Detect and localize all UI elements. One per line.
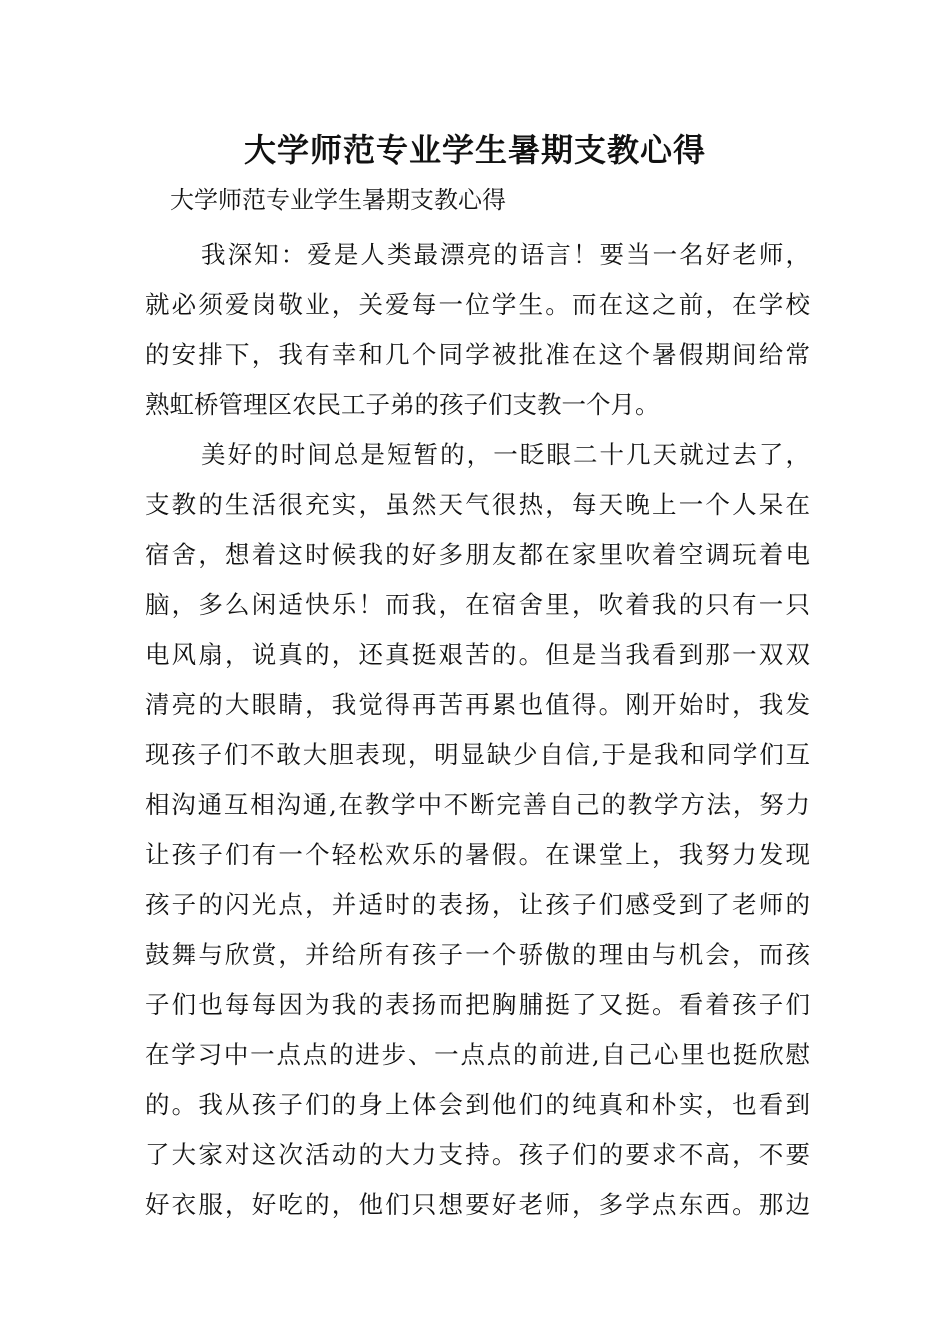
body-line: 鼓舞与欣赏，并给所有孩子一个骄傲的理由与机会，而孩 [145, 940, 810, 969]
body-line: 的。我从孩子们的身上体会到他们的纯真和朴实，也看到 [145, 1090, 810, 1119]
body-line: 让孩子们有一个轻松欢乐的暑假。在课堂上，我努力发现 [145, 840, 810, 869]
body-line: 就必须爱岗敬业，关爱每一位学生。而在这之前，在学校 [145, 290, 810, 319]
body-line: 相沟通互相沟通,在教学中不断完善自己的教学方法，努力 [145, 790, 810, 819]
body-line: 的安排下，我有幸和几个同学被批准在这个暑假期间给常 [145, 340, 810, 369]
document-title: 大学师范专业学生暑期支教心得 [243, 131, 706, 169]
body-line: 我深知：爱是人类最漂亮的语言！要当一名好老师， [201, 240, 810, 269]
body-line: 好衣服，好吃的，他们只想要好老师，多学点东西。那边 [145, 1190, 810, 1219]
document-body [145, 230, 810, 1230]
body-line: 美好的时间总是短暂的，一眨眼二十几天就过去了， [201, 440, 810, 469]
body-line: 熟虹桥管理区农民工子弟的孩子们支教一个月。 [145, 390, 660, 419]
body-line: 宿舍，想着这时候我的好多朋友都在家里吹着空调玩着电 [145, 540, 810, 569]
body-line: 子们也每每因为我的表扬而把胸脯挺了又挺。看着孩子们 [145, 990, 810, 1019]
body-line: 支教的生活很充实，虽然天气很热，每天晚上一个人呆在 [145, 490, 810, 519]
body-line: 脑，多么闲适快乐！而我，在宿舍里，吹着我的只有一只 [145, 590, 810, 619]
body-line: 电风扇，说真的，还真挺艰苦的。但是当我看到那一双双 [145, 640, 810, 669]
body-line: 孩子的闪光点，并适时的表扬，让孩子们感受到了老师的 [145, 890, 810, 919]
document-subtitle: 大学师范专业学生暑期支教心得 [170, 186, 506, 214]
body-line: 现孩子们不敢大胆表现，明显缺少自信,于是我和同学们互 [145, 740, 810, 769]
body-line: 清亮的大眼睛，我觉得再苦再累也值得。刚开始时，我发 [145, 690, 810, 719]
body-line: 在学习中一点点的进步、一点点的前进,自己心里也挺欣慰 [145, 1040, 810, 1069]
body-line: 了大家对这次活动的大力支持。孩子们的要求不高，不要 [145, 1140, 810, 1169]
